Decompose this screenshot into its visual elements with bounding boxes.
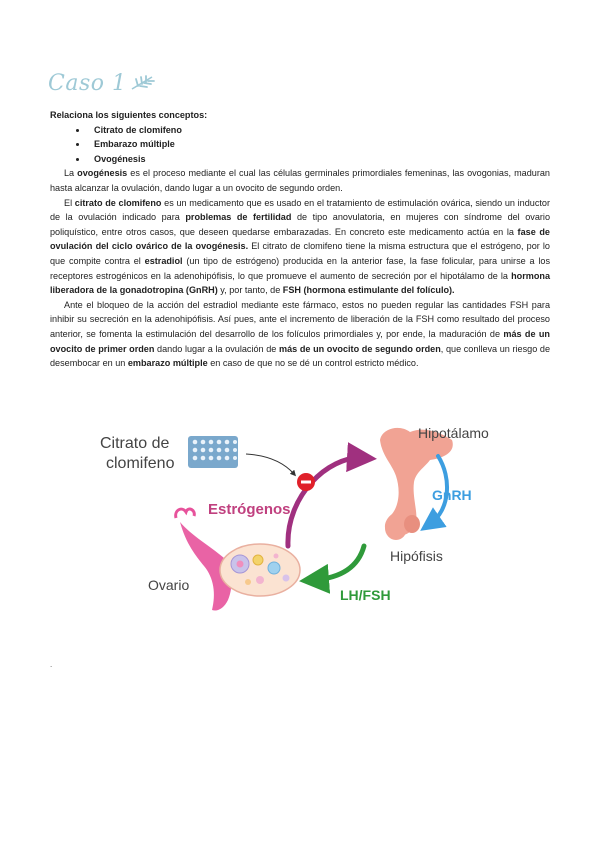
concepts-heading: Relaciona los siguientes conceptos: [50,110,208,120]
hipotalamo-label: Hipotálamo [418,425,489,441]
concepts-list [50,123,550,167]
text-segment: y, por tanto, de [217,285,283,296]
ovary-illustration [176,509,300,610]
text-segment: dando lugar a la ovulación de [154,343,279,354]
text-segment: en caso de que no se dé un control estricto médico. [207,358,419,369]
estrogenos-label: Estrógenos [208,501,291,518]
concept-item: • Ovogénesis [88,152,550,167]
bold-term: problemas de fertilidad [185,212,292,223]
feather-icon [130,74,156,92]
text-segment: El citrato de clomifeno tiene la misma estructura que el estrógeno, por lo que compite contra el [50,241,550,266]
bold-term: FSH (hormona estimulante del folículo). [282,285,455,296]
case-header [48,68,156,98]
inhibition-icon [297,473,315,491]
bold-term: estradiol [144,255,183,266]
text-segment: de tipo anovulatoria, en mujeres con síndrome del ovario poliquístico, entre otros casos, que deseen quedarse embarazadas. En concreto este medicamento actúa en la [50,212,550,237]
pill-blister-icon [188,436,238,468]
case-content [50,108,550,371]
bold-term: hormona liberadora de la gonadotropina (GnRH) [50,270,550,296]
hormonal-diagram [100,418,500,628]
bold-term: citrato de clomifeno [74,197,162,208]
bold-term: más de un ovocito de segundo orden [279,343,441,354]
bold-term: embarazo múltiple [127,358,208,369]
concept-item: • Embarazo múltiple [88,137,550,152]
clomifeno-arrow [246,454,294,474]
lh-fsh-label: LH/FSH [340,587,391,603]
clomifeno-label: Citrato de [100,435,170,452]
estrogen-feedback-arrow [288,458,362,546]
bold-term: fase de ovulación del ciclo ovárico de la ovogénesis. [50,226,550,252]
paragraph-clomifeno [50,196,550,298]
concept-item: • Citrato de clomifeno [88,123,550,138]
gnrh-label: GnRH [432,487,472,503]
bold-term: ovogénesis [77,168,128,179]
lh-fsh-arrow [314,546,364,580]
text-segment: El [64,197,75,208]
text-segment: Ante el bloqueo de la acción del estradiol mediante este fármaco, estos no pueden regular las cantidades FSH para inhibir su secreción en la adenohipófisis. Así pues, ante el incremento de liberación de la FSH como resultado del proceso anterior, se fomenta la estimulación del desarrollo de los folículos primordiales y, por ende, la maduración de [50,299,550,339]
bold-term: más de un ovocito de primer orden [50,328,550,354]
footer-mark: . [50,660,53,669]
text-segment: (un tipo de estrógeno) producida en la anterior fase, la fase folicular, para unirse a los receptores estrogénicos en la adenohipófisis, lo que promueve el aumento de secreción por el hipotálamo de la [50,255,550,281]
text-segment: La [64,168,78,179]
case-title: Caso 1 [48,70,127,96]
clomifeno-label-2: clomifeno [106,455,175,472]
text-segment: es el proceso mediante el cual las células germinales primordiales femeninas, las ovogonias, maduran hasta alcanzar la ovulación, dando lugar a un ovocito de segundo orden. [50,168,550,193]
hypothalamus-pituitary-illustration [380,428,453,540]
text-segment: es un medicamento que es usado en el tratamiento de estimulación ovárica, siendo un inductor de la ovulación indicado para [50,197,550,223]
paragraph-embarazo-multiple [50,298,550,371]
ovario-label: Ovario [148,577,190,593]
paragraph-ovogenesis [50,166,550,195]
text-segment: , que conlleva un riesgo de desembocar en un [50,343,551,369]
hipofisis-label: Hipófisis [390,548,443,564]
